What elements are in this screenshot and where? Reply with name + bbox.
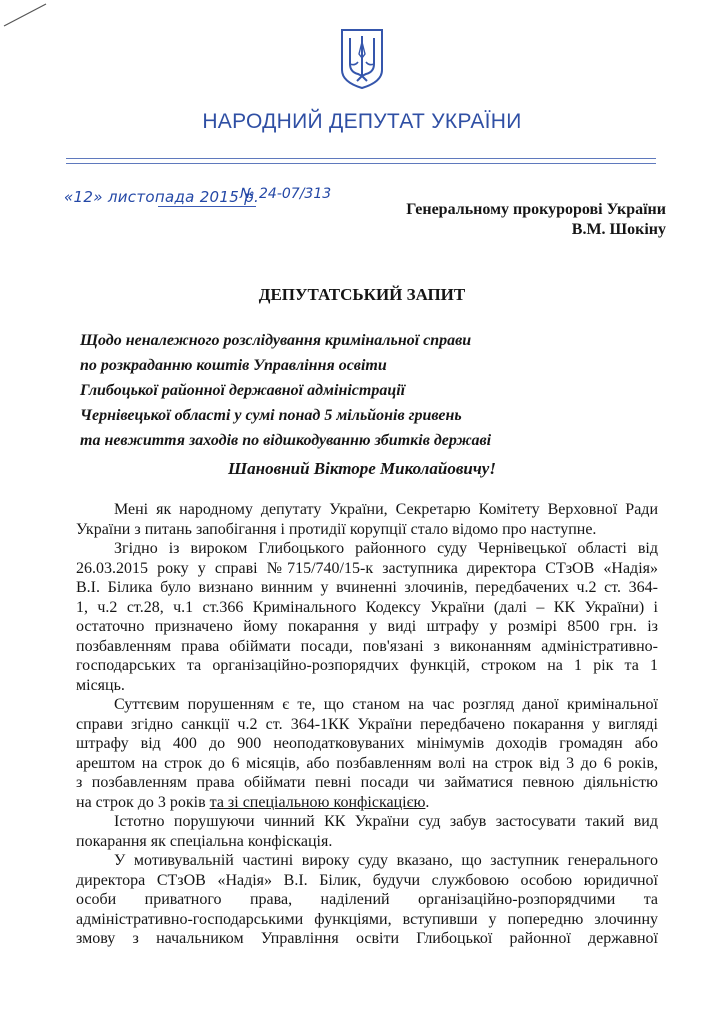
text-line: особи приватного права, наділений організаційно-розпорядчими та bbox=[76, 891, 658, 908]
recipient-title: Генеральному прокуророві України bbox=[406, 201, 666, 218]
header-divider-second bbox=[66, 163, 656, 164]
paragraph-3 bbox=[76, 695, 658, 812]
subject-line: Глибоцької районної державної адміністрації bbox=[80, 382, 406, 399]
trident-icon bbox=[339, 28, 385, 90]
text-line: Суттєвим порушенням є те, що станом на час розгляд даної кримінальної bbox=[114, 696, 658, 713]
subject-line: Чернівецької області у сумі понад 5 мільйонів гривень bbox=[80, 407, 462, 424]
text-line: 1, ч.2 ст.28, ч.1 ст.366 Кримінального Кодексу України (далі – КК України) і bbox=[76, 598, 658, 616]
text-line: змову з начальником Управління освіти Глибоцької районної державної bbox=[76, 930, 658, 947]
text-line: господарських та організаційно-розпорядчих функцій, строком на 1 рік та 1 bbox=[76, 657, 658, 674]
recipient-block bbox=[406, 200, 666, 240]
text-line: У мотивувальній частині вироку суду вказано, що заступник генерального bbox=[114, 852, 658, 869]
subject-block bbox=[80, 328, 491, 453]
text-run: . bbox=[425, 793, 430, 811]
text-line: арештом на строк до 6 місяців, або позбавленням волі на строк від 3 до 6 років, bbox=[76, 754, 658, 772]
text-line: Згідно із вироком Глибоцького районного суду Чернівецької області від bbox=[114, 540, 658, 557]
underlined-text: та зі спеціальною конфіскацією bbox=[209, 793, 426, 811]
text-line: справи згідно санкції ч.2 ст. 364-1КК України передбачено покарання у вигляді bbox=[76, 715, 658, 733]
subject-line: по розкраданню коштів Управління освіти bbox=[80, 357, 387, 374]
text-line: місяць. bbox=[76, 676, 125, 694]
paragraph-1 bbox=[76, 500, 658, 539]
body-text bbox=[76, 500, 658, 949]
text-line: позбавленням права обіймати посади, пов'язані з виконанням адміністративно- bbox=[76, 637, 658, 655]
header-divider bbox=[66, 158, 656, 159]
text-line: з позбавленням права обіймати певні посади чи займатися певною діяльністю bbox=[76, 774, 658, 791]
pen-stroke-mark bbox=[0, 0, 60, 30]
paragraph-5 bbox=[76, 851, 658, 949]
subject-line: Щодо неналежного розслідування кримінальної справи bbox=[80, 332, 472, 349]
text-line: адміністративно-господарськими функціями, вступивши у попередню злочинну bbox=[76, 910, 658, 928]
paragraph-2 bbox=[76, 539, 658, 695]
document-title: ДЕПУТАТСЬКИЙ ЗАПИТ bbox=[258, 285, 466, 304]
handwritten-date: «12» листопада 2015 р. bbox=[64, 188, 260, 206]
text-line: України з питань запобігання і протидії корупції стало відомо про наступне. bbox=[76, 520, 597, 538]
text-line: остаточно призначено йому покарання у виді штрафу у розмірі 8500 грн. із bbox=[76, 618, 658, 635]
greeting: Шановний Вікторе Миколайовичу! bbox=[228, 459, 496, 478]
text-line: Мені як народному депутату України, Секретарю Комітету Верховної Ради bbox=[114, 501, 658, 518]
text-line: штрафу від 400 до 900 неоподатковуваних мінімумів доходів громадян або bbox=[76, 735, 658, 752]
header-title: НАРОДНИЙ ДЕПУТАТ УКРАЇНИ bbox=[202, 110, 522, 133]
text-line: директора СТзОВ «Надія» В.І. Білик, будучи службовою особою юридичної bbox=[76, 871, 658, 889]
text-line: 26.03.2015 року у справі №715/740/15-к заступника директора СТзОВ «Надія» bbox=[76, 559, 658, 577]
text-line: В.І. Білика було визнано винним у вчиненні злочинів, передбачених ч.2 ст. 364- bbox=[76, 579, 658, 596]
text-line-mixed bbox=[76, 793, 658, 813]
text-run: на строк до 3 років bbox=[76, 793, 210, 811]
text-line: Істотно порушуючи чинний КК України суд забув застосувати такий вид bbox=[114, 813, 658, 830]
handwritten-underline bbox=[158, 206, 256, 207]
text-line: покарання як спеціальна конфіскація. bbox=[76, 832, 333, 850]
subject-line: та невжиття заходів по відшкодуванню збитків державі bbox=[80, 432, 492, 449]
paragraph-4 bbox=[76, 812, 658, 851]
recipient-name: В.М. Шокіну bbox=[571, 221, 666, 238]
handwritten-number: № 24-07/313 bbox=[240, 186, 332, 202]
